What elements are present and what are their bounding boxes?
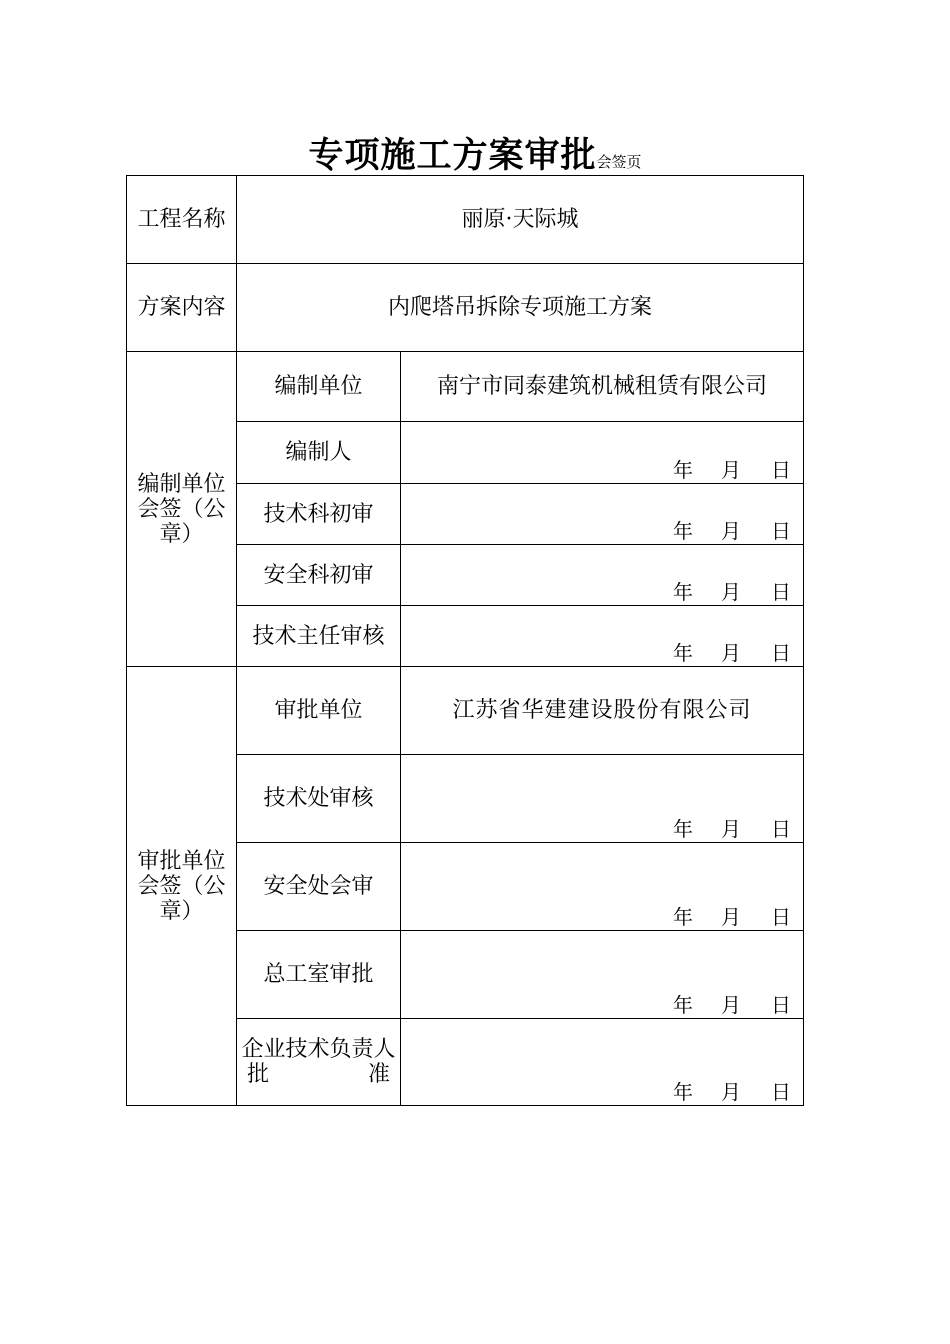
signature-date-cell[interactable] xyxy=(401,755,804,843)
approver-unit-row xyxy=(127,667,804,755)
compiler-row-label: 安全科初审 xyxy=(237,545,401,606)
approver-unit-value: 江苏省华建建设股份有限公司 xyxy=(401,667,804,755)
compiler-section-label-line1: 编制单位 xyxy=(137,471,226,497)
approval-table xyxy=(126,175,804,1106)
date-field: 年 月 日 xyxy=(673,1080,791,1104)
date-field: 年 月 日 xyxy=(673,993,791,1017)
compiler-row-label: 技术主任审核 xyxy=(237,606,401,667)
compiler-unit-label: 编制单位 xyxy=(237,352,401,422)
plan-content-label: 方案内容 xyxy=(127,264,237,352)
compiler-section-label xyxy=(127,352,237,667)
approver-section-label xyxy=(127,667,237,1106)
approver-last-row-label xyxy=(237,1019,401,1106)
document-title xyxy=(0,128,950,178)
date-field: 年 月 日 xyxy=(673,458,791,482)
compiler-section-label-line2: 会签（公章） xyxy=(137,496,226,547)
signature-date-cell[interactable] xyxy=(401,422,804,484)
approver-row-label: 安全处会审 xyxy=(237,843,401,931)
signature-date-cell[interactable] xyxy=(401,545,804,606)
date-field: 年 月 日 xyxy=(673,817,791,841)
date-field: 年 月 日 xyxy=(673,580,791,604)
signature-date-cell[interactable] xyxy=(401,931,804,1019)
plan-content-value: 内爬塔吊拆除专项施工方案 xyxy=(237,264,804,352)
approver-section-label-line1: 审批单位 xyxy=(137,848,226,874)
approver-last-label-line2: 批 准 xyxy=(247,1062,390,1087)
date-field: 年 月 日 xyxy=(673,641,791,665)
project-name-label: 工程名称 xyxy=(127,176,237,264)
approver-section-label-line2: 会签（公章） xyxy=(137,873,226,924)
approver-last-label-line1: 企业技术负责人 xyxy=(241,1037,396,1062)
title-sub: 会签页 xyxy=(596,153,642,171)
title-main: 专项施工方案审批 xyxy=(308,135,597,176)
compiler-row-label: 编制人 xyxy=(237,422,401,484)
signature-date-cell[interactable] xyxy=(401,606,804,667)
date-field: 年 月 日 xyxy=(673,905,791,929)
plan-content-row xyxy=(127,264,804,352)
date-field: 年 月 日 xyxy=(673,519,791,543)
signature-date-cell[interactable] xyxy=(401,843,804,931)
signature-date-cell[interactable] xyxy=(401,484,804,545)
compiler-row-label: 技术科初审 xyxy=(237,484,401,545)
signature-date-cell[interactable] xyxy=(401,1019,804,1106)
approver-unit-label: 审批单位 xyxy=(237,667,401,755)
approver-row-label: 技术处审核 xyxy=(237,755,401,843)
project-name-row xyxy=(127,176,804,264)
compiler-unit-row xyxy=(127,352,804,422)
project-name-value: 丽原·天际城 xyxy=(237,176,804,264)
compiler-unit-value: 南宁市同泰建筑机械租赁有限公司 xyxy=(401,352,804,422)
approver-row-label: 总工室审批 xyxy=(237,931,401,1019)
